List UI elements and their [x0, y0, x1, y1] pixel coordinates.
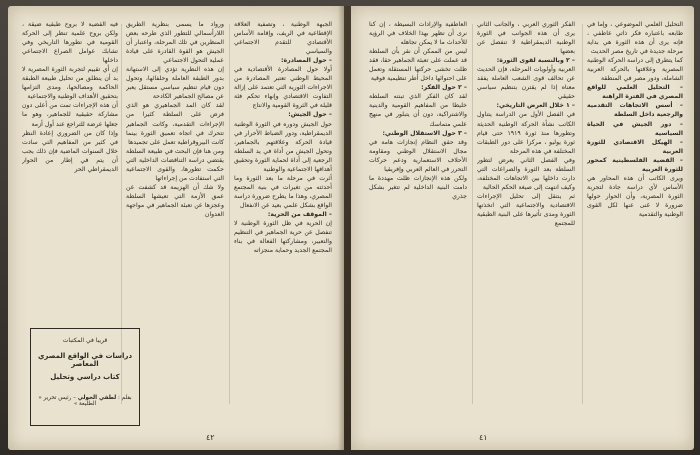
paragraph: ثم ينتقل إلى تحليل الإجراءات الاقتصادية والاجتماعية التي اتخذتها الثورة ومدى تأثيرها على البنية الطبقية للمجتمع: [477, 192, 575, 228]
list-item: – دور الجيش في الحياة السياسية: [587, 120, 683, 137]
section-heading: – الموقف من الحرية:: [267, 210, 332, 218]
right-page-column-2: [477, 20, 575, 410]
paragraph: وإذا كان من الضروري إعادة النظر في كثير من المفاهيم التي سادت خلال السنوات الماضية فإن ذلك يجب أن يتم في إطار من الحوار الديمقراطي الحر: [22, 129, 118, 173]
section-heading: – ٣ حول الاستقلال الوطني:: [382, 129, 467, 137]
paragraph: ومن هنا فإن البحث في طبيعة السلطة يقتضي دراسة التناقضات الداخلية التي حكمت تطورها، والقوى الاجتماعية التي استفادت من إجراءاتها: [126, 147, 224, 182]
paragraph: التحليل العلمي الموضوعي ، وإما في طابعه باعتباره فكر ذاتي عاطفي ، فإنه يرى أن هذه الثورة هي بداية مرحلة جديدة في تاريخ مصر الحديث: [587, 21, 683, 56]
column-divider: [472, 24, 473, 404]
paragraph: في الفصل الأول من الدراسة يتناول الكاتب نشأة الحركة الوطنية الحديثة وتطورها منذ ثورة ١٩١٩ حتى قيام ثورة يوليو ، مركزا على دور الطبقات المختلفة في هذه المرحلة: [477, 111, 575, 155]
list-item: – الهيكل الاقتصادي للثورة العربية: [587, 138, 683, 155]
paragraph: إن الحرية في ظل الثورة الوطنية لا تنفصل عن حرية الجماهير في التنظيم والتعبير، ومشاركتها الفعالة في بناء المجتمع الجديد وحماية منجزاته: [234, 220, 332, 255]
book-advertisement-box: [30, 328, 140, 426]
paragraph: ويرى الكاتب أن هذه المحاور هي الأساس لأي دراسة جادة لتجربة الثورة المصرية، وأن الحوار حولها ضرورة لا غنى عنها لكل القوى الوطنية والتقدمية: [587, 174, 683, 218]
ad-coming-soon: قريبا في المكتبات: [62, 337, 108, 344]
list-item: – أسس الاتجاهات التقدمية والرجعية داخل السلطة: [587, 102, 683, 119]
section-heading: – حول الجيش:: [288, 111, 332, 119]
paragraph: العربية وأولويات المرحلة، فإن الحديث عن تحالف قوى الشعب العاملة يفقد معناه إذا لم يقترن بتنظيم سياسي حقيقي: [477, 66, 575, 101]
column-divider: [582, 24, 583, 404]
paragraph: أن هذه الإجراءات تمت من أعلى دون مشاركة حقيقية للجماهير، وهو ما جعلها عرضة للتراجع عند أول أزمة: [22, 102, 118, 128]
left-page: [8, 6, 344, 450]
paragraph: وقد حقق النظام إنجازات هامة في مجال الاستقلال الوطني ومقاومة الأحلاف الاستعمارية ودعم حركات التحرر في العالم العربي وإفريقيا: [369, 138, 467, 173]
paragraph: العاطفية والإرادات البسيطة ، إن كنا نرى أن تظهر بهذا الخلاف في الرؤية للأحداث ما لا يمكن تجاهله: [369, 21, 467, 47]
page-number-right: ٤١: [479, 433, 488, 442]
column-divider: [229, 24, 230, 404]
ad-author-suffix: – رئيس تحرير « الطليعة »: [38, 395, 97, 407]
paragraph: ولا شك أن الهزيمة قد كشفت عن عمق الأزمة التي تعيشها السلطة وعجزها عن تعبئة الجماهير في مواجهة العدوان: [126, 183, 224, 218]
list-item: – التحليل العلمي للواقع المصري في الفترة الراهنة: [587, 84, 683, 101]
paragraph: ورواد ما يسمى بنظرية الطريق اللارأسمالي للتطور الذي طرحه بعض المنظرين في تلك المرحلة، واعتبار أن الجيش هو القوة القادرة على قيادة عملية التحول الاجتماعي: [126, 21, 224, 65]
right-page-column-1: [587, 20, 683, 410]
paragraph: حول الجيش ودوره في الثورة الوطنية الديمقراطية، ودور الضباط الأحرار في قيادة الحركة وعلاقتهم بالجماهير، وتحول الجيش من أداة في يد السلطة الرجعية إلى أداة لحماية الثورة وتحقيق أهدافها الاجتماعية والوطنية: [234, 120, 332, 173]
paragraph: فيه القضية لا بروح طبقية ضيقة ، ولكن بروح علمية تنظر إلى الحركة القومية في تطورها التاريخي وفي تشابك عوامل الصراع الاجتماعي داخلها: [22, 21, 118, 65]
section-heading: – ٢ حول الفكر:: [421, 84, 467, 92]
page-number-left: ٤٢: [206, 433, 215, 442]
ad-author-name: لطفي الخولي: [77, 395, 117, 401]
paragraph: الفكر الثوري العربي ، والجانب الثاني يرى أن هذه الجوانب في الثورة الوطنية الديمقراطية لا تنفصل عن بعضها: [477, 21, 575, 56]
paragraph: لقد كان الفكر الذي تبنته السلطة خليطا من المفاهيم القومية والدينية والاشتراكية، دون أن يتبلور في منهج علمي متماسك: [369, 93, 467, 128]
paragraph: أولا حول المصادرة الأقتصادية في المحيط الوطني تعتبر المصادرة من الاجراءات الثورية التي تعتمد على إزالة التفاوت الاقتصادي وإنهاء تحكم فئة قليلة في الثروة القومية والانتاج: [234, 66, 332, 110]
paragraph: كما يتطرق إلى دراسة الحركة الوطنية المصرية وعلاقتها بالحركة العربية الشاملة، ودور مصر في المنطقة: [587, 57, 683, 83]
paragraph: وفي الفصل الثاني يعرض لتطور السلطة بعد الثورة والصراعات التي دارت داخلها بين الاتجاهات المختلفة، وكيف انتهت إلى صيغة الحكم الحالية: [477, 156, 575, 191]
left-page-column-3: [22, 20, 118, 318]
ad-author-line: [31, 395, 139, 407]
ad-book-title: دراسات في الواقع المصري المعاصر: [37, 352, 133, 368]
right-page: [351, 6, 694, 450]
paragraph: أثرت في مرحلة ما بعد الثورة وما أحدثته من تغيرات في بنية المجتمع المصري، وهذا ما يطرح ضرورة دراسة الواقع بشكل علمي بعيد عن الانفعال: [234, 174, 332, 209]
paragraph: الجبهة الوطنية ، وتصفية العلاقة الإقطاعية في الريف، وإقامة الأساس الأقتصادي للتقدم الاجتماعي والسياسي: [234, 21, 332, 56]
ad-book-subtitle: كتاب دراسي وتحليل: [50, 373, 120, 381]
left-page-column-1: [234, 20, 332, 410]
left-page-column-2: [126, 20, 224, 410]
paragraph: إن أي تقييم لتجربة الثورة المصرية لا بد أن ينطلق من تحليل طبيعة الطبقة الحاكمة ومصالحها، ومدى التزامها بتحقيق الأهداف الوطنية والاجتماعية: [22, 66, 118, 101]
section-heading: – ١ خلال العرض التاريخي:: [496, 102, 575, 110]
section-heading: – ٢ وبالنسبة لقوى الثورة:: [496, 57, 575, 65]
list-item: – القضية الفلسطينية كمحور للثورة العربية: [587, 156, 683, 173]
paragraph: لقد كان المد الجماهيري هو الذي فرض على السلطة كثيرا من الإجراءات التقدمية، وكانت الجماهير تتحرك في اتجاه تعميق الثورة بينما كانت البيروقراطية تعمل على تجميدها: [126, 102, 224, 146]
right-page-column-3: [369, 20, 467, 410]
paragraph: ليس من الممكن أن نقر بأن السلطة قد عملت على تعبئة الجماهير حقا، فقد ظلت تخشى حركتها المستقلة وتعمل على احتوائها داخل أطر تنظيمية فوقية: [369, 48, 467, 83]
paragraph: إن هذه النظرية تؤدي إلى الاستهانة بدور الطبقة العاملة وحلفائها، وتحول دون قيام تنظيم سياسي مستقل يعبر عن مصالح الجماهير الكادحة: [126, 66, 224, 101]
section-heading: – حول المصادرة:: [281, 57, 332, 65]
ad-author-prefix: بقلم :: [117, 395, 132, 401]
paragraph: ولكن هذه الإنجازات ظلت مهددة ما دامت البنية الداخلية لم تتغير بشكل جذري: [369, 174, 467, 200]
